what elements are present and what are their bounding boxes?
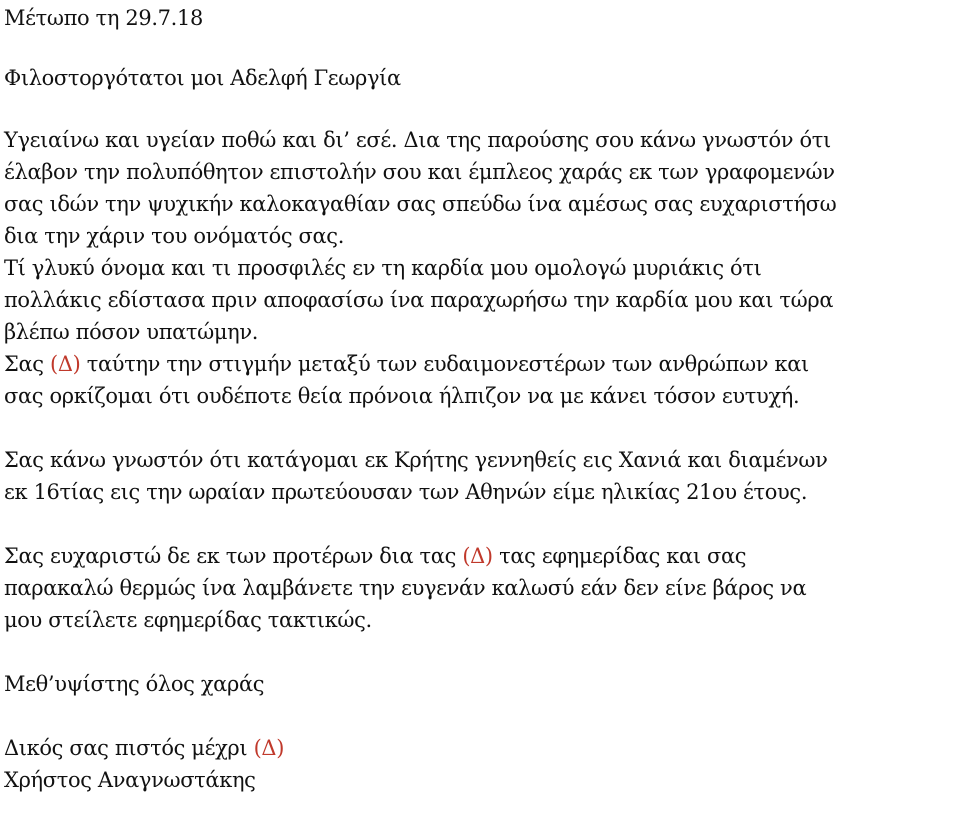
paragraph-3-line-1-start: Σας <box>4 352 50 376</box>
delta-mark: (Δ) <box>49 352 81 376</box>
paragraph-3 <box>4 348 956 412</box>
paragraph-2-line-3: βλέπω πόσον υπατώμην. <box>4 320 259 344</box>
paragraph-5 <box>4 540 956 636</box>
letter-document <box>4 0 956 796</box>
paragraph-4-line-1: Σας κάνω γνωστόν ότι κατάγομαι εκ Κρήτης γεννηθείς εις Χανιά και διαμένων <box>4 448 828 472</box>
paragraph-3-line-2: σας ορκίζομαι ότι ουδέποτε θεία πρόνοια ήλπιζον να με κάνει τόσον ευτυχή. <box>4 384 800 408</box>
paragraph-5-line-1-end: τας εφημερίδας και σας <box>492 544 747 568</box>
salutation: Φιλοστοργότατοι μοι Αδελφή Γεωργία <box>4 66 401 90</box>
blank-line <box>4 636 956 668</box>
signature-name: Χρήστος Αναγνωστάκης <box>4 768 256 792</box>
paragraph-1-line-1: Υγειαίνω και υγείαν ποθώ και δι’ εσέ. Δια της παρούσης σου κάνω γνωστόν ότι <box>4 128 831 152</box>
paragraph-3-line-1-end: ταύτην την στιγμήν μεταξύ των ευδαιμονεστέρων των ανθρώπων και <box>80 352 809 376</box>
blank-line <box>4 508 956 540</box>
paragraph-1 <box>4 124 956 252</box>
signoff-line <box>4 732 954 764</box>
blank-line <box>4 412 956 444</box>
delta-mark: (Δ) <box>253 736 285 760</box>
paragraph-1-line-3: σας ιδών την ψυχικήν καλοκαγαθίαν σας σπεύδω ίνα αμέσως σας ευχαριστήσω <box>4 192 837 216</box>
signoff-text: Δικός σας πιστός μέχρι <box>4 736 254 760</box>
paragraph-2-line-1: Τί γλυκύ όνομα και τι προσφιλές εν τη καρδία μου ομολογώ μυριάκις ότι <box>4 256 762 280</box>
paragraph-5-line-1-start: Σας ευχαριστώ δε εκ των προτέρων δια τας <box>4 544 463 568</box>
paragraph-5-line-3: μου στείλετε εφημερίδας τακτικώς. <box>4 608 372 632</box>
paragraph-1-line-2: έλαβον την πολυπόθητον επιστολήν σου και έμπλεος χαράς εκ των γραφομενών <box>4 160 835 184</box>
paragraph-5-line-2: παρακαλώ θερμώς ίνα λαμβάνετε την ευγενάν καλωσύ εάν δεν είνε βάρος να <box>4 576 807 600</box>
paragraph-2-line-2: πολλάκις εδίστασα πριν αποφασίσω ίνα παραχωρήσω την καρδία μου και τώρα <box>4 288 834 312</box>
blank-line <box>4 700 956 732</box>
date-line: Μέτωπο τη 29.7.18 <box>4 6 203 30</box>
closing-line: Μεθ’υψίστης όλος χαράς <box>4 672 265 696</box>
paragraph-5-line-1 <box>4 540 954 572</box>
paragraph-1-line-4: δια την χάριν του ονόματός σας. <box>4 224 345 248</box>
paragraph-4-line-2: εκ 16τίας εις την ωραίαν πρωτεύουσαν των Αθηνών είμε ηλικίας 21ου έτους. <box>4 480 808 504</box>
paragraph-4 <box>4 444 956 508</box>
paragraph-3-line-1 <box>4 348 954 380</box>
delta-mark: (Δ) <box>462 544 493 568</box>
paragraph-2 <box>4 252 956 348</box>
